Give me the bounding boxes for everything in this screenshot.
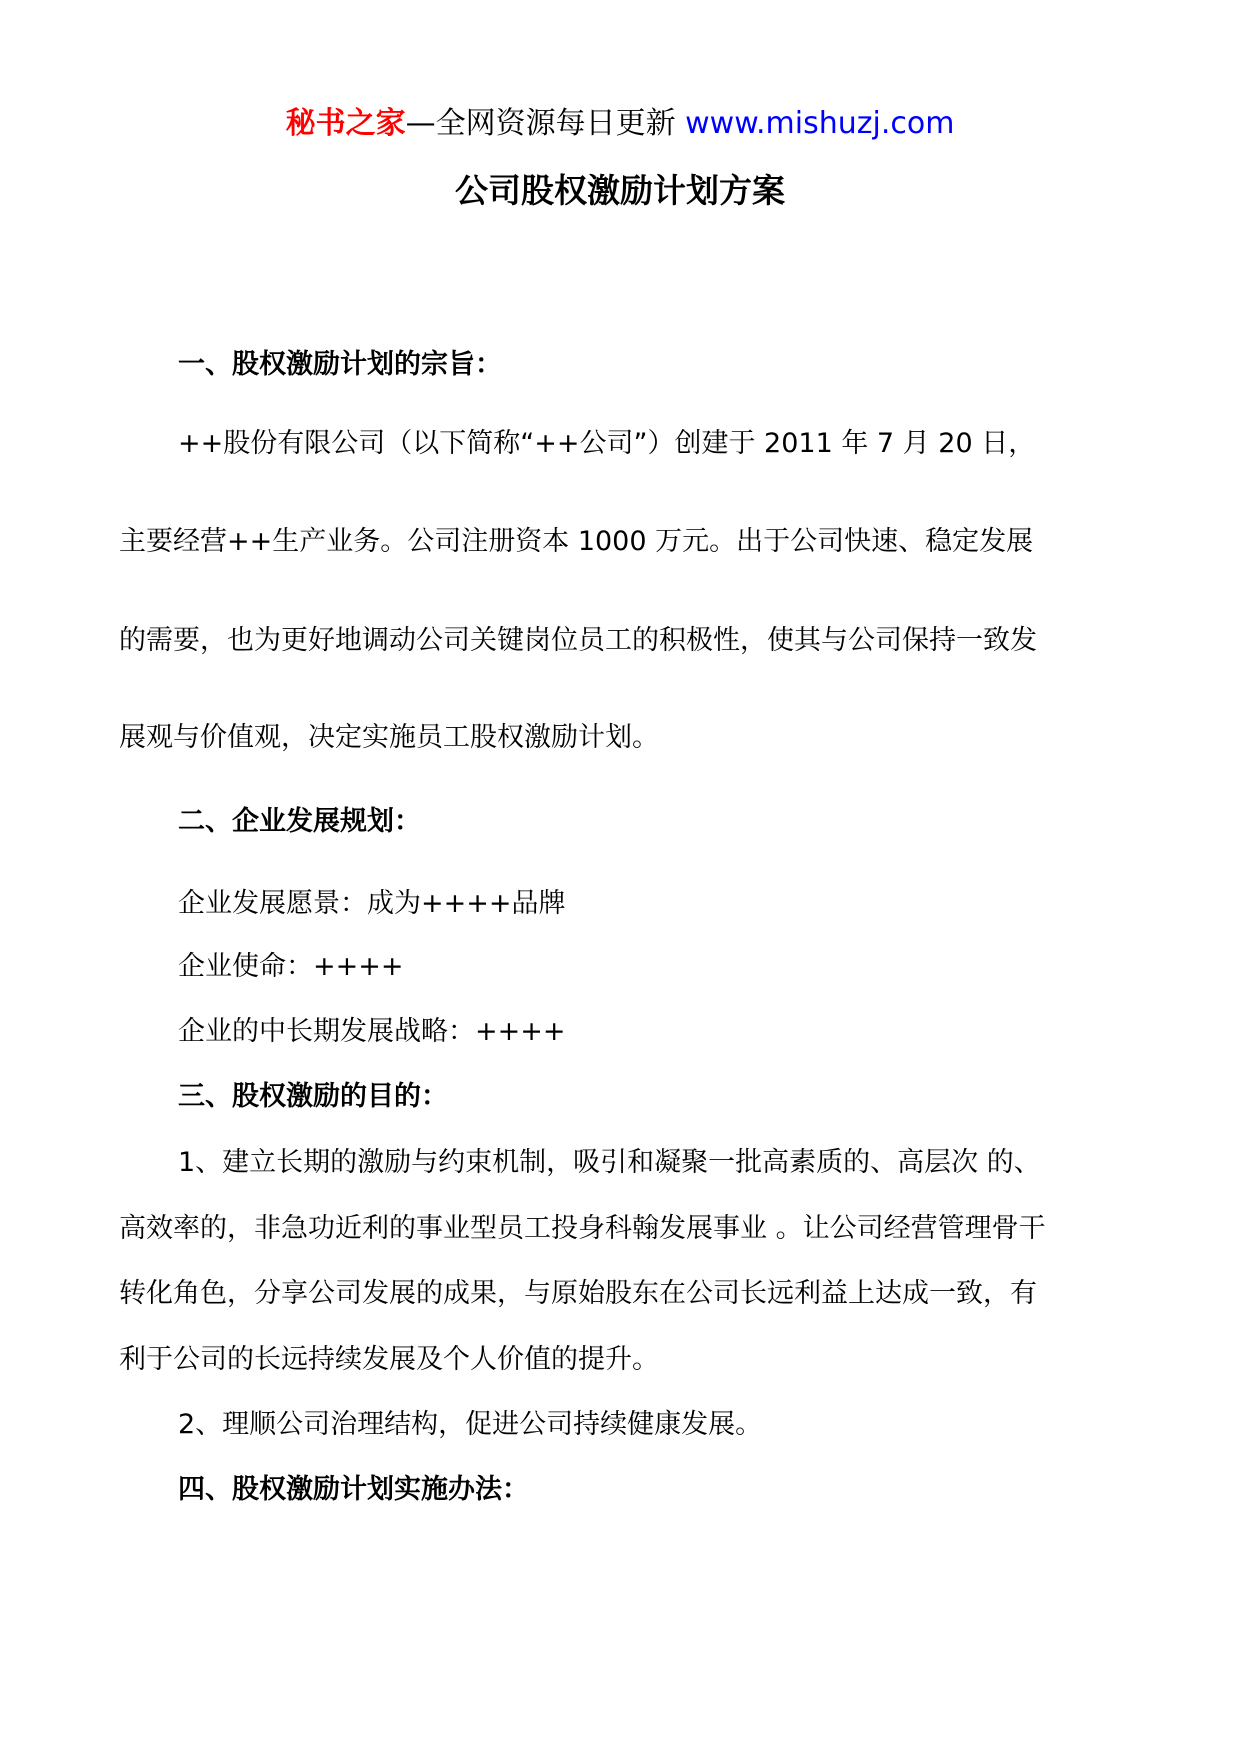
strategy-line: 企业的中长期发展战略：++++ [178, 1016, 566, 1047]
section-1-paragraph-line-1: ++股份有限公司（以下简称“++公司”）创建于 2011 年 7 月 20 日， [178, 428, 1036, 459]
brand-name: 秘书之家 [285, 106, 406, 141]
section-3-paragraph-1-line-3: 转化角色，分享公司发展的成果，与原始股东在公司长远利益上达成一致，有 [119, 1278, 1037, 1309]
site-url-link[interactable]: www.mishuzj.com [685, 106, 955, 141]
mission-line: 企业使命：++++ [178, 951, 404, 982]
section-3-paragraph-1-line-4: 利于公司的长远持续发展及个人价值的提升。 [119, 1344, 659, 1375]
section-3-heading: 三、股权激励的目的： [178, 1081, 448, 1112]
section-1-paragraph-line-4: 展观与价值观，决定实施员工股权激励计划。 [119, 722, 659, 753]
section-2-heading: 二、企业发展规划： [178, 806, 421, 837]
section-4-heading: 四、股权激励计划实施办法： [178, 1474, 529, 1505]
header-slogan: —全网资源每日更新 [405, 106, 686, 141]
section-3-paragraph-2: 2、理顺公司治理结构，促进公司持续健康发展。 [178, 1409, 763, 1440]
section-3-paragraph-1-line-1: 1、建立长期的激励与约束机制，吸引和凝聚一批高素质的、高层次 的、 [178, 1147, 1041, 1178]
section-3-paragraph-1-line-2: 高效率的，非急功近利的事业型员工投身科翰发展事业 。让公司经营管理骨干 [119, 1213, 1046, 1244]
section-1-heading: 一、股权激励计划的宗旨： [178, 349, 502, 380]
section-1-paragraph-line-2: 主要经营++生产业务。公司注册资本 1000 万元。出于公司快速、稳定发展 [119, 526, 1034, 557]
section-1-paragraph-line-3: 的需要，也为更好地调动公司关键岗位员工的积极性，使其与公司保持一致发 [119, 625, 1037, 656]
vision-line: 企业发展愿景：成为++++品牌 [178, 888, 566, 919]
document-title: 公司股权激励计划方案 [455, 171, 785, 210]
site-header [0, 100, 1240, 148]
